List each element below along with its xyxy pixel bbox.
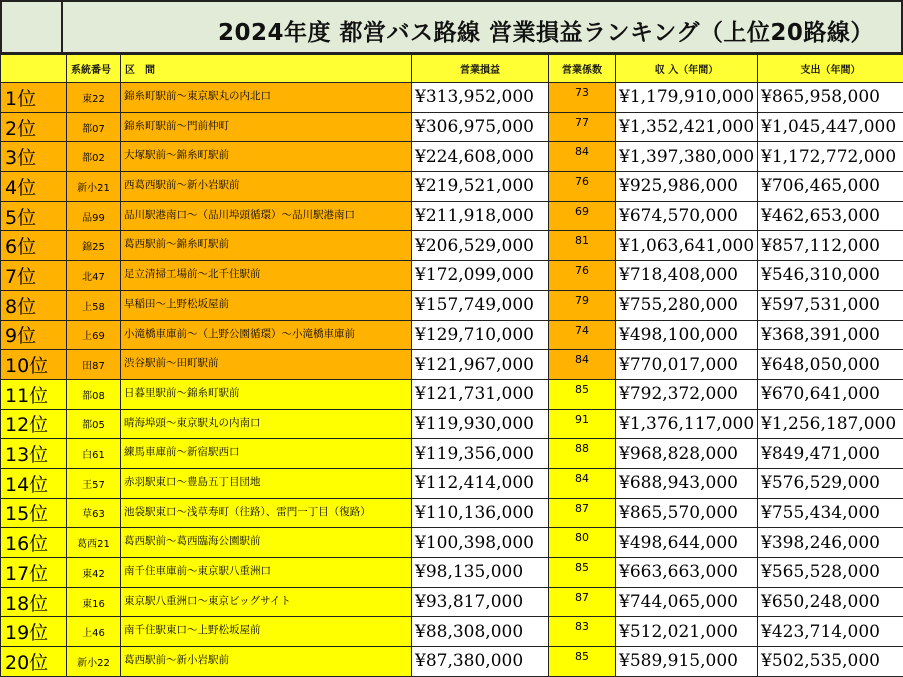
route-section-cell: 東京駅八重洲口～東京ビッグサイト <box>121 587 412 617</box>
table-row <box>1 587 903 617</box>
route-section-cell: 日暮里駅前～錦糸町駅前 <box>121 379 412 409</box>
route-code-cell: 新小22 <box>67 647 121 677</box>
annual-income-cell: ¥968,828,000 <box>616 439 758 469</box>
operating-loss-cell: ¥110,136,000 <box>412 498 549 528</box>
page-title: 2024年度 都営バス路線 営業損益ランキング（上位20路線） <box>63 0 903 54</box>
annual-income-cell: ¥1,063,641,000 <box>616 231 758 261</box>
route-section-cell: 葛西駅前～錦糸町駅前 <box>121 231 412 261</box>
operating-coefficient-cell: 84 <box>549 142 616 172</box>
annual-expense-cell: ¥565,528,000 <box>758 558 903 588</box>
operating-loss-cell: ¥112,414,000 <box>412 468 549 498</box>
header-loss: 営業損益 <box>412 55 549 83</box>
annual-expense-cell: ¥546,310,000 <box>758 261 903 291</box>
header-code: 系統番号 <box>67 55 121 83</box>
route-code-cell: 上69 <box>67 320 121 350</box>
route-code-cell: 上58 <box>67 290 121 320</box>
route-section-cell: 葛西駅前～葛西臨海公園駅前 <box>121 528 412 558</box>
annual-expense-cell: ¥502,535,000 <box>758 647 903 677</box>
route-section-cell: 錦糸町駅前～東京駅丸の内北口 <box>121 83 412 113</box>
operating-coefficient-cell: 74 <box>549 320 616 350</box>
annual-income-cell: ¥674,570,000 <box>616 201 758 231</box>
annual-expense-cell: ¥650,248,000 <box>758 587 903 617</box>
route-code-cell: 白61 <box>67 439 121 469</box>
operating-coefficient-cell: 84 <box>549 468 616 498</box>
annual-income-cell: ¥792,372,000 <box>616 379 758 409</box>
table-row <box>1 83 903 113</box>
route-code-cell: 都07 <box>67 112 121 142</box>
rank-cell: 13位 <box>1 439 67 469</box>
route-section-cell: 南千住駅東口～上野松坂屋前 <box>121 617 412 647</box>
route-section-cell: 葛西駅前～新小岩駅前 <box>121 647 412 677</box>
annual-expense-cell: ¥1,172,772,000 <box>758 142 903 172</box>
rank-cell: 16位 <box>1 528 67 558</box>
route-code-cell: 都02 <box>67 142 121 172</box>
annual-expense-cell: ¥849,471,000 <box>758 439 903 469</box>
annual-income-cell: ¥688,943,000 <box>616 468 758 498</box>
annual-income-cell: ¥1,397,380,000 <box>616 142 758 172</box>
annual-expense-cell: ¥648,050,000 <box>758 350 903 380</box>
ranking-rows <box>1 83 903 677</box>
header-route: 区 間 <box>121 55 412 83</box>
operating-coefficient-cell: 87 <box>549 498 616 528</box>
route-code-cell: 錦25 <box>67 231 121 261</box>
operating-coefficient-cell: 76 <box>549 261 616 291</box>
table-row <box>1 320 903 350</box>
route-code-cell: 東22 <box>67 83 121 113</box>
table-row <box>1 617 903 647</box>
operating-loss-cell: ¥121,731,000 <box>412 379 549 409</box>
route-section-cell: 南千住車庫前～東京駅八重洲口 <box>121 558 412 588</box>
annual-income-cell: ¥512,021,000 <box>616 617 758 647</box>
operating-loss-cell: ¥206,529,000 <box>412 231 549 261</box>
operating-coefficient-cell: 69 <box>549 201 616 231</box>
table-row <box>1 172 903 202</box>
annual-expense-cell: ¥857,112,000 <box>758 231 903 261</box>
table-row <box>1 231 903 261</box>
route-code-cell: 東42 <box>67 558 121 588</box>
operating-coefficient-cell: 84 <box>549 350 616 380</box>
table-row <box>1 261 903 291</box>
route-section-cell: 足立清掃工場前～北千住駅前 <box>121 261 412 291</box>
operating-coefficient-cell: 80 <box>549 528 616 558</box>
operating-coefficient-cell: 85 <box>549 558 616 588</box>
operating-loss-cell: ¥98,135,000 <box>412 558 549 588</box>
operating-coefficient-cell: 77 <box>549 112 616 142</box>
route-section-cell: 赤羽駅東口～豊島五丁目団地 <box>121 468 412 498</box>
route-code-cell: 新小21 <box>67 172 121 202</box>
annual-income-cell: ¥663,663,000 <box>616 558 758 588</box>
operating-coefficient-cell: 76 <box>549 172 616 202</box>
operating-coefficient-cell: 85 <box>549 647 616 677</box>
route-section-cell: 小滝橋車庫前～（上野公園循環）～小滝橋車庫前 <box>121 320 412 350</box>
route-section-cell: 練馬車庫前～新宿駅西口 <box>121 439 412 469</box>
header-income: 収 入（年間） <box>616 55 758 83</box>
operating-coefficient-cell: 87 <box>549 587 616 617</box>
rank-cell: 19位 <box>1 617 67 647</box>
rank-cell: 12位 <box>1 409 67 439</box>
operating-coefficient-cell: 83 <box>549 617 616 647</box>
table-row <box>1 350 903 380</box>
table-row <box>1 498 903 528</box>
annual-expense-cell: ¥706,465,000 <box>758 172 903 202</box>
route-code-cell: 北47 <box>67 261 121 291</box>
annual-expense-cell: ¥865,958,000 <box>758 83 903 113</box>
rank-cell: 17位 <box>1 558 67 588</box>
annual-income-cell: ¥755,280,000 <box>616 290 758 320</box>
operating-coefficient-cell: 88 <box>549 439 616 469</box>
table-row <box>1 558 903 588</box>
operating-coefficient-cell: 91 <box>549 409 616 439</box>
route-section-cell: 早稲田～上野松坂屋前 <box>121 290 412 320</box>
route-code-cell: 草63 <box>67 498 121 528</box>
table-row <box>1 142 903 172</box>
annual-income-cell: ¥1,352,421,000 <box>616 112 758 142</box>
rank-cell: 8位 <box>1 290 67 320</box>
rank-cell: 7位 <box>1 261 67 291</box>
rank-cell: 2位 <box>1 112 67 142</box>
operating-coefficient-cell: 81 <box>549 231 616 261</box>
route-code-cell: 葛西21 <box>67 528 121 558</box>
rank-cell: 6位 <box>1 231 67 261</box>
annual-income-cell: ¥1,376,117,000 <box>616 409 758 439</box>
operating-loss-cell: ¥157,749,000 <box>412 290 549 320</box>
rank-cell: 20位 <box>1 647 67 677</box>
header-rank <box>1 55 67 83</box>
operating-loss-cell: ¥119,356,000 <box>412 439 549 469</box>
annual-income-cell: ¥744,065,000 <box>616 587 758 617</box>
rank-cell: 4位 <box>1 172 67 202</box>
annual-income-cell: ¥925,986,000 <box>616 172 758 202</box>
operating-loss-cell: ¥313,952,000 <box>412 83 549 113</box>
operating-loss-cell: ¥306,975,000 <box>412 112 549 142</box>
annual-expense-cell: ¥1,256,187,000 <box>758 409 903 439</box>
table-row <box>1 528 903 558</box>
operating-loss-cell: ¥119,930,000 <box>412 409 549 439</box>
rank-cell: 15位 <box>1 498 67 528</box>
route-section-cell: 西葛西駅前～新小岩駅前 <box>121 172 412 202</box>
rank-cell: 14位 <box>1 468 67 498</box>
annual-income-cell: ¥498,644,000 <box>616 528 758 558</box>
route-section-cell: 池袋駅東口～浅草寿町（往路）、雷門一丁目（復路） <box>121 498 412 528</box>
annual-expense-cell: ¥597,531,000 <box>758 290 903 320</box>
annual-expense-cell: ¥1,045,447,000 <box>758 112 903 142</box>
operating-loss-cell: ¥224,608,000 <box>412 142 549 172</box>
route-code-cell: 田87 <box>67 350 121 380</box>
rank-cell: 5位 <box>1 201 67 231</box>
route-code-cell: 品99 <box>67 201 121 231</box>
annual-expense-cell: ¥398,246,000 <box>758 528 903 558</box>
header-coef: 営業係数 <box>549 55 616 83</box>
route-code-cell: 都05 <box>67 409 121 439</box>
route-section-cell: 錦糸町駅前～門前仲町 <box>121 112 412 142</box>
operating-coefficient-cell: 85 <box>549 379 616 409</box>
rank-cell: 9位 <box>1 320 67 350</box>
corner-cell <box>0 0 63 54</box>
table-row <box>1 409 903 439</box>
operating-loss-cell: ¥172,099,000 <box>412 261 549 291</box>
table-row <box>1 379 903 409</box>
rank-cell: 18位 <box>1 587 67 617</box>
operating-loss-cell: ¥211,918,000 <box>412 201 549 231</box>
route-code-cell: 都08 <box>67 379 121 409</box>
route-section-cell: 品川駅港南口～（品川埠頭循環）～品川駅港南口 <box>121 201 412 231</box>
table-row <box>1 112 903 142</box>
annual-income-cell: ¥718,408,000 <box>616 261 758 291</box>
route-section-cell: 大塚駅前～錦糸町駅前 <box>121 142 412 172</box>
route-code-cell: 東16 <box>67 587 121 617</box>
rank-cell: 11位 <box>1 379 67 409</box>
route-code-cell: 王57 <box>67 468 121 498</box>
annual-income-cell: ¥770,017,000 <box>616 350 758 380</box>
operating-loss-cell: ¥93,817,000 <box>412 587 549 617</box>
rank-cell: 10位 <box>1 350 67 380</box>
table-row <box>1 647 903 677</box>
operating-coefficient-cell: 73 <box>549 83 616 113</box>
operating-loss-cell: ¥121,967,000 <box>412 350 549 380</box>
annual-expense-cell: ¥423,714,000 <box>758 617 903 647</box>
table-row <box>1 201 903 231</box>
annual-income-cell: ¥865,570,000 <box>616 498 758 528</box>
annual-income-cell: ¥498,100,000 <box>616 320 758 350</box>
route-code-cell: 上46 <box>67 617 121 647</box>
annual-income-cell: ¥1,179,910,000 <box>616 83 758 113</box>
route-section-cell: 晴海埠頭～東京駅丸の内南口 <box>121 409 412 439</box>
ranking-table <box>0 54 903 677</box>
route-section-cell: 渋谷駅前～田町駅前 <box>121 350 412 380</box>
annual-expense-cell: ¥368,391,000 <box>758 320 903 350</box>
operating-loss-cell: ¥129,710,000 <box>412 320 549 350</box>
annual-expense-cell: ¥670,641,000 <box>758 379 903 409</box>
annual-expense-cell: ¥755,434,000 <box>758 498 903 528</box>
annual-expense-cell: ¥576,529,000 <box>758 468 903 498</box>
header-expense: 支出（年間） <box>758 55 903 83</box>
table-row <box>1 439 903 469</box>
rank-cell: 1位 <box>1 83 67 113</box>
header-row <box>1 55 903 83</box>
table-row <box>1 468 903 498</box>
operating-loss-cell: ¥100,398,000 <box>412 528 549 558</box>
annual-expense-cell: ¥462,653,000 <box>758 201 903 231</box>
operating-loss-cell: ¥219,521,000 <box>412 172 549 202</box>
operating-loss-cell: ¥88,308,000 <box>412 617 549 647</box>
operating-coefficient-cell: 79 <box>549 290 616 320</box>
rank-cell: 3位 <box>1 142 67 172</box>
operating-loss-cell: ¥87,380,000 <box>412 647 549 677</box>
annual-income-cell: ¥589,915,000 <box>616 647 758 677</box>
table-row <box>1 290 903 320</box>
